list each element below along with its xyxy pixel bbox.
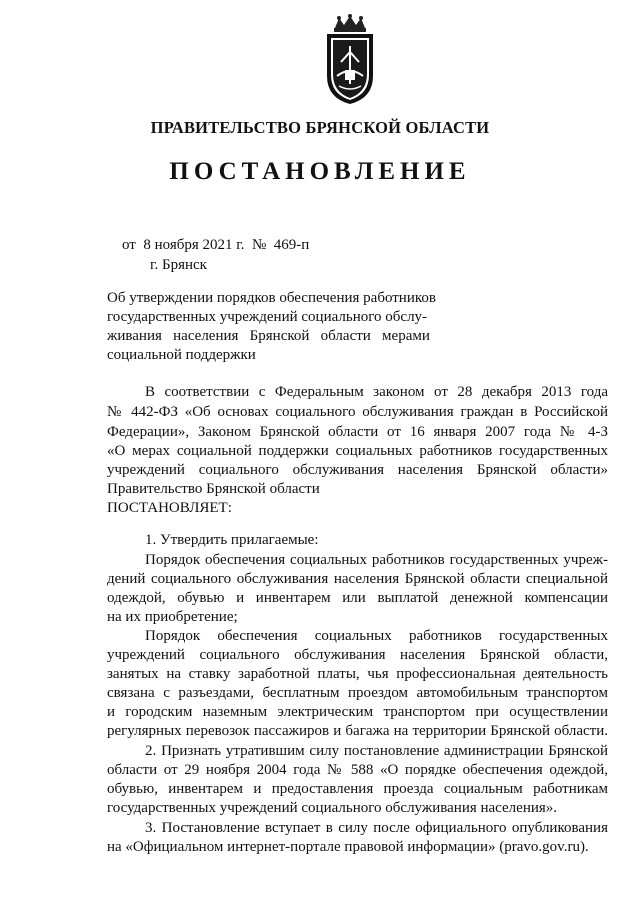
order-2-line: Порядок обеспечения социальных работников государственных: [145, 628, 608, 644]
document-subject: [107, 289, 447, 365]
order-1-line: на их приобретение;: [107, 609, 238, 625]
bryansk-coat-of-arms-icon: [321, 14, 379, 106]
subject-line: государственных учреждений социального обслу-: [107, 309, 428, 325]
subject-line: Об утверждении порядков обеспечения работников: [107, 290, 436, 306]
order-1-line: Порядок обеспечения социальных работников государственных учреж-: [145, 552, 608, 568]
item-3-line: 3. Постановление вступает в силу после официального опубликования: [145, 820, 608, 836]
date-number-line: от 8 ноября 2021 г. № 469-п: [122, 237, 310, 253]
preamble-line: № 442-ФЗ «Об основах социального обслуживания граждан в Российской: [107, 404, 608, 420]
preamble-line: В соответствии с Федеральным законом от 28 декабря 2013 года: [145, 384, 608, 400]
city-line: г. Брянск: [150, 257, 207, 273]
order-2-line: регулярных перевозок пассажиров и багажа на территории Брянской области.: [107, 723, 608, 739]
order-2-line: учреждений социального обслуживания населения Брянской области,: [107, 647, 608, 663]
item-2-line: области от 29 ноября 2004 года № 588 «О порядке обеспечения одеждой,: [107, 762, 608, 778]
preamble-line: «О мерах социальной поддержки социальных работников государственных: [107, 443, 608, 459]
item-2-line: государственных учреждений социального обслуживания населения».: [107, 800, 558, 816]
subject-line: социальной поддержки: [107, 347, 256, 363]
item-1-intro: 1. Утвердить прилагаемые:: [145, 532, 319, 548]
order-1-line: дений социального обслуживания населения Брянской области специальной: [107, 571, 608, 587]
order-2-line: связана с разъездами, бесплатным проездом автомобильным транспортом: [107, 685, 608, 701]
order-1-line: одеждой, обувью и инвентарем или выплатой денежной компенсации: [107, 590, 608, 606]
order-2-line: и городским наземным электрическим транспортом при осуществлении: [107, 704, 608, 720]
item-2-line: 2. Признать утратившим силу постановление администрации Брянской: [145, 743, 608, 759]
preamble-line: учреждений социального обслуживания населения Брянской области»: [107, 462, 608, 478]
subject-line: живания населения Брянской области мерами: [107, 328, 430, 344]
item-3-line: на «Официальном интернет-портале правовой информации» (pravo.gov.ru).: [107, 839, 589, 855]
preamble-line: Правительство Брянской области: [107, 481, 320, 497]
document-type-title: ПОСТАНОВЛЕНИЕ: [169, 158, 471, 185]
preamble-line: Федерации», Законом Брянской области от 16 января 2007 года № 4-З: [107, 424, 608, 440]
order-2-line: занятых на ставку заработной платы, чья профессиональная деятельность: [107, 666, 608, 682]
government-name: ПРАВИТЕЛЬСТВО БРЯНСКОЙ ОБЛАСТИ: [150, 118, 490, 137]
item-2-line: обувью, инвентарем и предоставления проезда социальным работникам: [107, 781, 608, 797]
resolves-heading: ПОСТАНОВЛЯЕТ:: [107, 500, 232, 516]
